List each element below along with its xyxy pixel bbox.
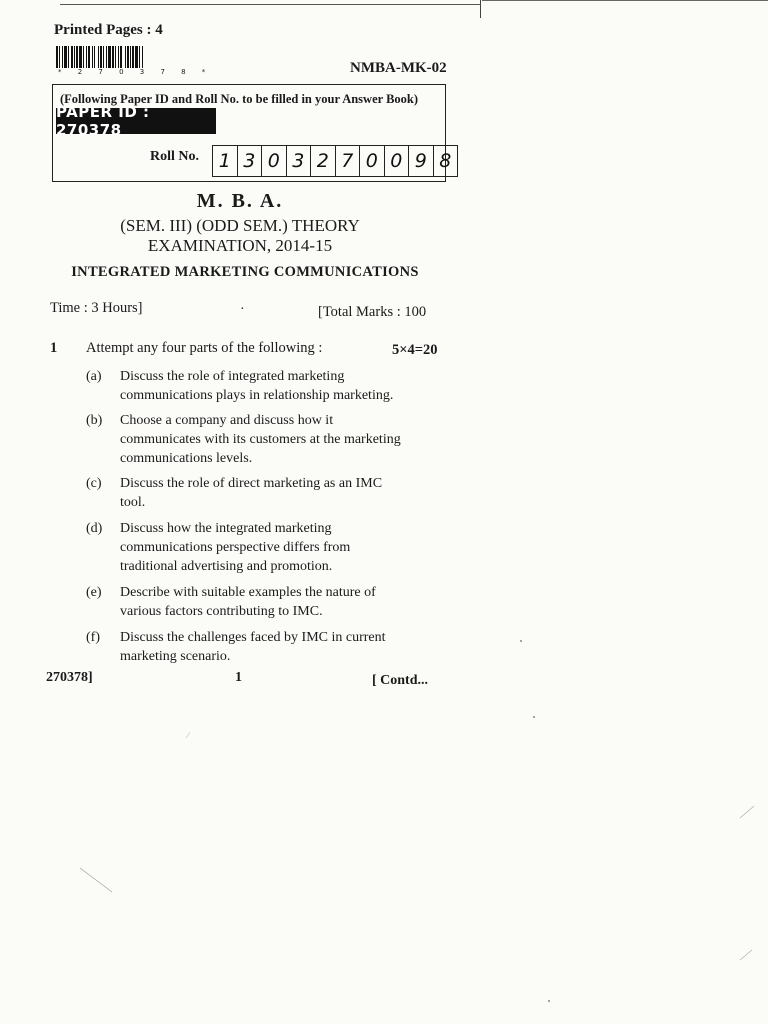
part-label: (a) bbox=[86, 369, 102, 384]
part-label: (e) bbox=[86, 585, 102, 600]
scan-speck bbox=[520, 640, 522, 642]
question-marks: 5×4=20 bbox=[392, 342, 438, 358]
footer-continued: [ Contd... bbox=[372, 673, 429, 688]
footer-page-number: 1 bbox=[235, 670, 242, 685]
total-marks: [Total Marks : 100 bbox=[318, 304, 427, 320]
part-label: (f) bbox=[86, 630, 100, 645]
question-instruction: Attempt any four parts of the following : bbox=[86, 340, 323, 356]
exam-line: EXAMINATION, 2014-15 bbox=[147, 236, 333, 255]
semester-line: (SEM. III) (ODD SEM.) THEORY bbox=[120, 216, 360, 235]
scan-mark bbox=[186, 732, 190, 738]
roll-digit: 3 bbox=[238, 146, 263, 176]
roll-digit: 0 bbox=[262, 146, 287, 176]
page-edge-line bbox=[482, 0, 768, 1]
roll-digit: 7 bbox=[336, 146, 361, 176]
part-text: Discuss the role of direct marketing as an IMC tool. bbox=[120, 476, 383, 510]
part-text: Choose a company and discuss how it communicates with its customers at the marketing communications levels. bbox=[120, 413, 401, 466]
part-text: Discuss the challenges faced by IMC in current marketing scenario. bbox=[120, 630, 386, 664]
part-text: Discuss how the integrated marketing communications perspective differs from traditional advertising and promotion. bbox=[120, 521, 351, 574]
scan-mark bbox=[740, 806, 754, 818]
degree-title: M. B. A. bbox=[196, 190, 284, 212]
paper-code: NMBA-MK-02 bbox=[350, 60, 447, 76]
scan-speck bbox=[533, 716, 535, 718]
part-label: (c) bbox=[86, 476, 102, 491]
barcode-digits: * 2 7 0 3 7 8 * bbox=[58, 68, 213, 76]
roll-digit: 3 bbox=[287, 146, 312, 176]
printed-pages: Printed Pages : 4 bbox=[54, 22, 163, 38]
roll-no-boxes bbox=[212, 145, 458, 177]
roll-digit: 0 bbox=[385, 146, 410, 176]
roll-digit: 9 bbox=[409, 146, 434, 176]
roll-digit: 8 bbox=[439, 150, 452, 172]
part-label: (d) bbox=[86, 521, 103, 536]
barcode-bar bbox=[143, 46, 145, 68]
question-number: 1 bbox=[50, 340, 58, 356]
roll-no-label: Roll No. bbox=[150, 149, 199, 164]
roll-digit: 1 bbox=[213, 146, 238, 176]
roll-digit: 2 bbox=[311, 146, 336, 176]
part-text: Discuss the role of integrated marketing communications plays in relationship marketing. bbox=[120, 369, 394, 403]
barcode bbox=[56, 46, 198, 68]
subject-title: INTEGRATED MARKETING COMMUNICATIONS bbox=[71, 264, 419, 280]
part-text: Describe with suitable examples the nature of various factors contributing to IMC. bbox=[120, 585, 376, 619]
scan-speck bbox=[548, 1000, 550, 1002]
footer-paper-id: 270378] bbox=[46, 670, 93, 685]
scan-mark bbox=[80, 868, 112, 892]
page-edge-tick bbox=[480, 0, 481, 18]
time-allowed: Time : 3 Hours] bbox=[50, 300, 143, 316]
id-box-note: (Following Paper ID and Roll No. to be filled in your Answer Book) bbox=[60, 92, 419, 106]
roll-digit: 0 bbox=[360, 146, 385, 176]
paper-id-badge: PAPER ID : 270378 bbox=[56, 108, 216, 134]
part-label: (b) bbox=[86, 413, 103, 428]
scan-mark bbox=[740, 950, 752, 960]
page-edge-line bbox=[60, 4, 480, 5]
stray-dot: · bbox=[240, 302, 245, 317]
